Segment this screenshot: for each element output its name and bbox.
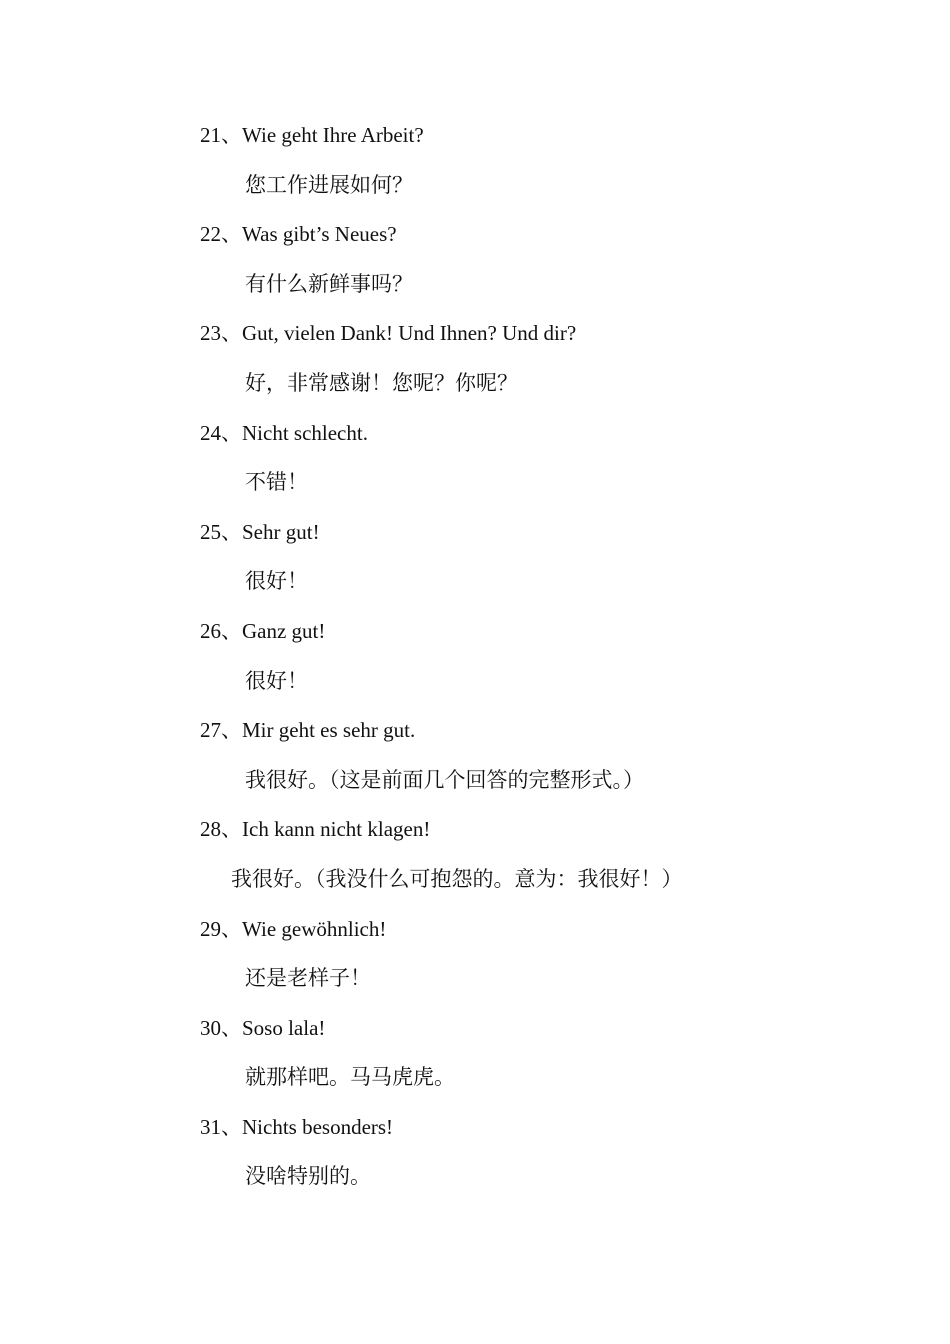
phrase-zh-25: 很好！ bbox=[245, 569, 308, 594]
german-phrase: Sehr gut! bbox=[242, 519, 320, 544]
phrase-de-23 bbox=[0, 318, 950, 368]
german-phrase: Wie geht Ihre Arbeit? bbox=[242, 123, 424, 147]
phrase-zh-26: 很好！ bbox=[245, 668, 308, 693]
german-phrase: Nichts besonders! bbox=[242, 1114, 394, 1139]
phrase-de-29 bbox=[0, 914, 950, 964]
phrase-number: 28、 bbox=[200, 817, 242, 842]
phrase-zh-30: 就那样吧。马马虎虎。 bbox=[245, 1065, 455, 1090]
phrase-zh-27: 我很好。（这是前面几个回答的完整形式。） bbox=[245, 767, 644, 792]
phrase-zh-29: 还是老样子！ bbox=[245, 966, 371, 991]
phrase-de-21 bbox=[0, 120, 950, 170]
phrase-de-28 bbox=[0, 814, 950, 864]
german-phrase: Ich kann nicht klagen! bbox=[242, 817, 431, 842]
german-phrase: Ganz gut! bbox=[242, 618, 326, 643]
german-phrase: Wie gewöhnlich! bbox=[242, 916, 387, 941]
german-phrase: Nicht schlecht. bbox=[242, 420, 368, 445]
phrase-de-27 bbox=[0, 715, 950, 765]
phrase-number: 26、 bbox=[200, 618, 242, 643]
german-phrase: Mir geht es sehr gut. bbox=[242, 718, 416, 743]
phrase-de-30 bbox=[0, 1013, 950, 1063]
phrase-zh-28: 我很好。（我没什么可抱怨的。意为：我很好！） bbox=[231, 866, 683, 891]
german-phrase: Soso lala! bbox=[242, 1015, 326, 1040]
german-phrase: Gut, vielen Dank! Und Ihnen? Und dir? bbox=[242, 321, 577, 346]
phrase-number: 29、 bbox=[200, 916, 242, 941]
phrase-zh-21: 您工作进展如何？ bbox=[245, 172, 413, 197]
phrase-de-22 bbox=[0, 219, 950, 269]
phrase-number: 22、 bbox=[200, 222, 242, 247]
phrase-number: 31、 bbox=[200, 1114, 242, 1139]
phrase-de-25 bbox=[0, 517, 950, 567]
phrase-number: 23、 bbox=[200, 321, 242, 346]
phrase-number: 25、 bbox=[200, 519, 242, 544]
phrase-number: 21、 bbox=[200, 123, 242, 147]
phrase-zh-31: 没啥特别的。 bbox=[245, 1164, 371, 1189]
german-phrase: Was gibt’s Neues? bbox=[242, 222, 397, 247]
phrase-de-26 bbox=[0, 616, 950, 666]
phrase-de-31 bbox=[0, 1112, 950, 1162]
phrase-number: 24、 bbox=[200, 420, 242, 445]
phrase-de-24 bbox=[0, 418, 950, 468]
phrase-zh-23: 好，非常感谢！您呢？你呢？ bbox=[245, 370, 518, 395]
phrase-zh-22: 有什么新鲜事吗？ bbox=[245, 271, 413, 296]
phrase-list bbox=[0, 120, 950, 1211]
phrase-zh-24: 不错！ bbox=[245, 470, 308, 495]
phrase-number: 30、 bbox=[200, 1015, 242, 1040]
phrase-number: 27、 bbox=[200, 718, 242, 743]
